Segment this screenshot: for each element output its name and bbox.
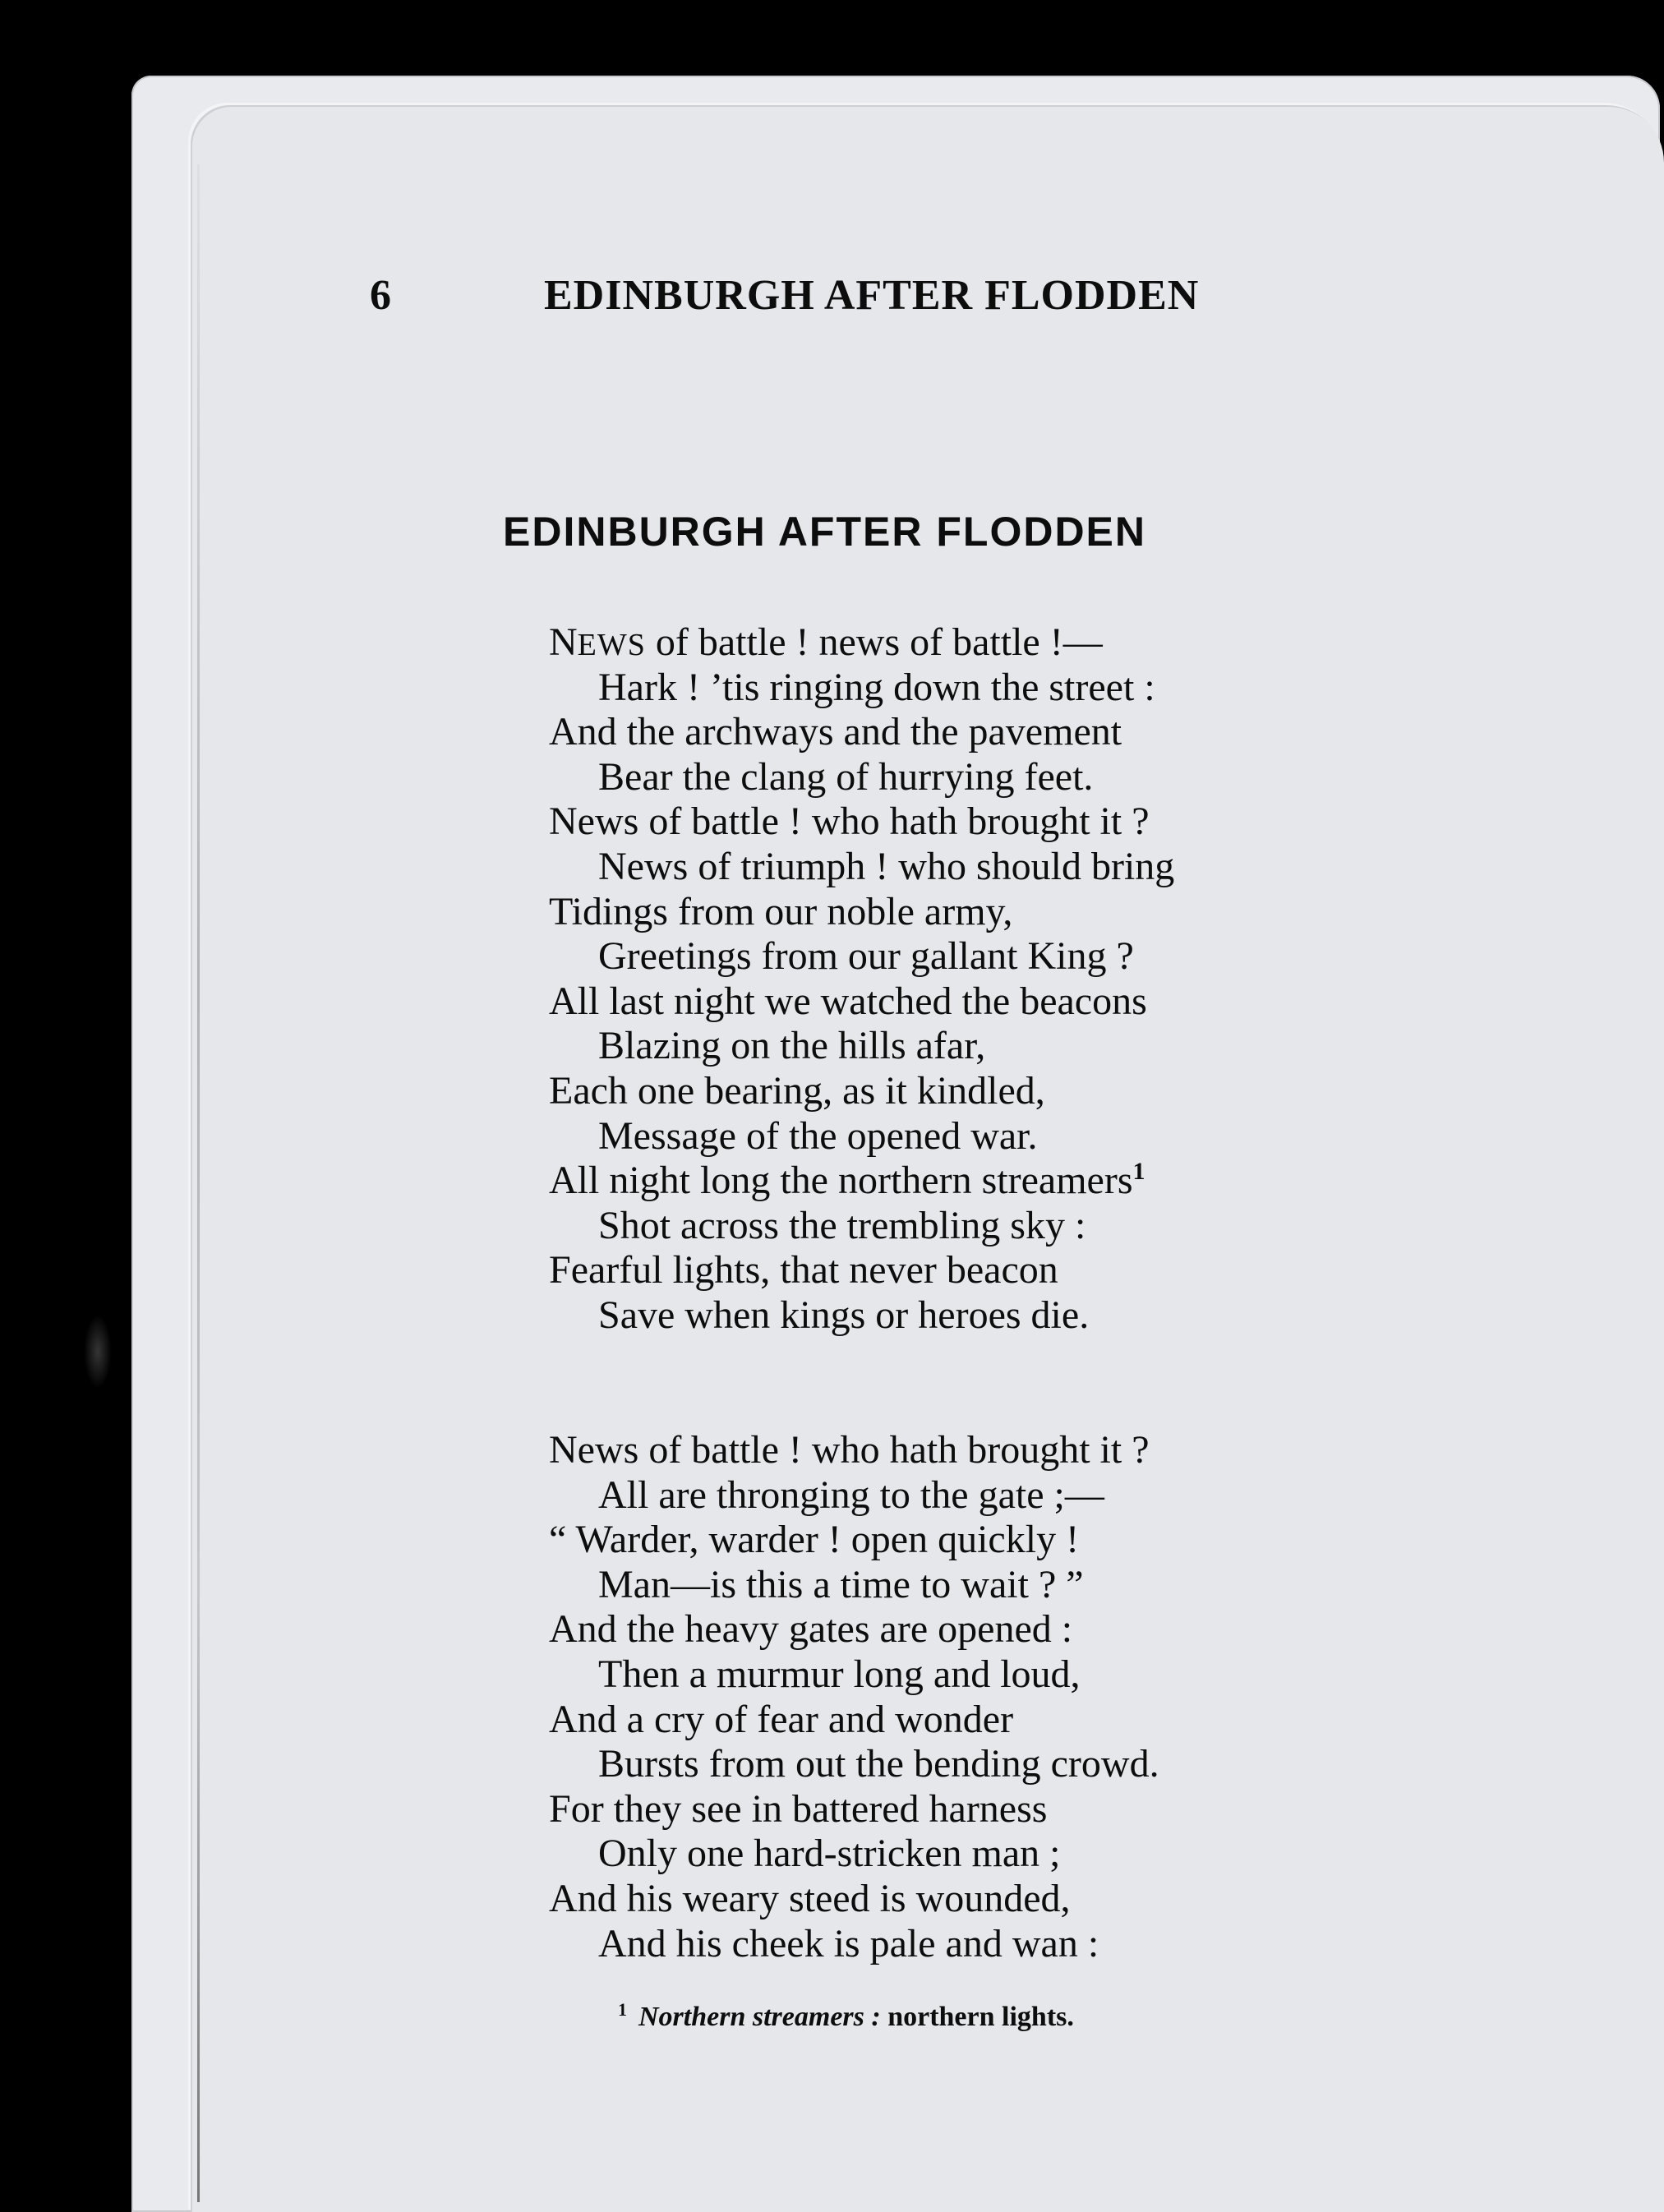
poem-line: And his weary steed is wounded, — [549, 1876, 1071, 1920]
footnote-number: 1 — [618, 1998, 627, 2020]
poem-line: Bear the clang of hurrying feet. — [598, 754, 1094, 799]
poem-line: Blazing on the hills afar, — [598, 1024, 986, 1068]
poem-line: Shot across the trembling sky : — [598, 1203, 1086, 1247]
stanza-2 — [549, 1428, 1159, 1966]
poem-line: All last night we watched the beacons — [549, 979, 1147, 1023]
poem-line-text: All night long the northern streamers — [549, 1159, 1133, 1203]
footnote-definition: northern lights. — [880, 2002, 1074, 2032]
poem-line: Man—is this a time to wait ? ” — [598, 1562, 1084, 1606]
poem-line: Greetings from our gallant King ? — [598, 934, 1134, 979]
scan-smudge — [84, 1315, 112, 1389]
poem-line-1 — [549, 620, 1174, 666]
poem-line: Hark ! ’tis ringing down the street : — [598, 665, 1155, 709]
footnote-reference: 1 — [1132, 1158, 1145, 1186]
page-gutter-shadow — [197, 164, 200, 2202]
stanza-1 — [549, 620, 1174, 1339]
poem-line: Message of the opened war. — [598, 1113, 1038, 1158]
dropcap-letter: N — [549, 620, 578, 664]
poem-line: And his cheek is pale and wan : — [598, 1921, 1099, 1965]
poem-line-with-footnote — [549, 1159, 1174, 1204]
poem-line: Only one hard-stricken man ; — [598, 1832, 1061, 1876]
poem-line: And a cry of fear and wonder — [549, 1697, 1014, 1741]
smallcaps-letters: EWS — [577, 628, 646, 662]
poem-line: News of battle ! who hath brought it ? — [549, 800, 1150, 844]
running-head — [370, 271, 1315, 337]
first-line-rest: of battle ! news of battle !— — [645, 620, 1103, 664]
poem-line: Each one bearing, as it kindled, — [549, 1068, 1045, 1113]
poem-line: For they see in battered harness — [549, 1786, 1048, 1831]
poem-line: News of battle ! who hath brought it ? — [549, 1428, 1150, 1472]
poem-line: And the archways and the pavement — [549, 710, 1122, 754]
poem-line: “ Warder, warder ! open quickly ! — [549, 1518, 1080, 1562]
page-number: 6 — [370, 272, 392, 319]
poem-line: Bursts from out the bending crowd. — [598, 1742, 1159, 1786]
footnote — [618, 1998, 1074, 2033]
poem-title: EDINBURGH AFTER FLODDEN — [503, 509, 1147, 555]
footnote-term: Northern streamers : — [638, 2002, 881, 2032]
poem-line: Save when kings or heroes die. — [598, 1293, 1090, 1337]
poem-line: News of triumph ! who should bring — [598, 844, 1175, 888]
poem-line: And the heavy gates are opened : — [549, 1607, 1073, 1652]
poem-line: Fearful lights, that never beacon — [549, 1248, 1058, 1293]
running-title: EDINBURGH AFTER FLODDEN — [544, 272, 1200, 319]
poem-line: Then a murmur long and loud, — [598, 1652, 1081, 1696]
poem-line: Tidings from our noble army, — [549, 889, 1013, 933]
poem-line: All are thronging to the gate ;— — [598, 1472, 1104, 1517]
